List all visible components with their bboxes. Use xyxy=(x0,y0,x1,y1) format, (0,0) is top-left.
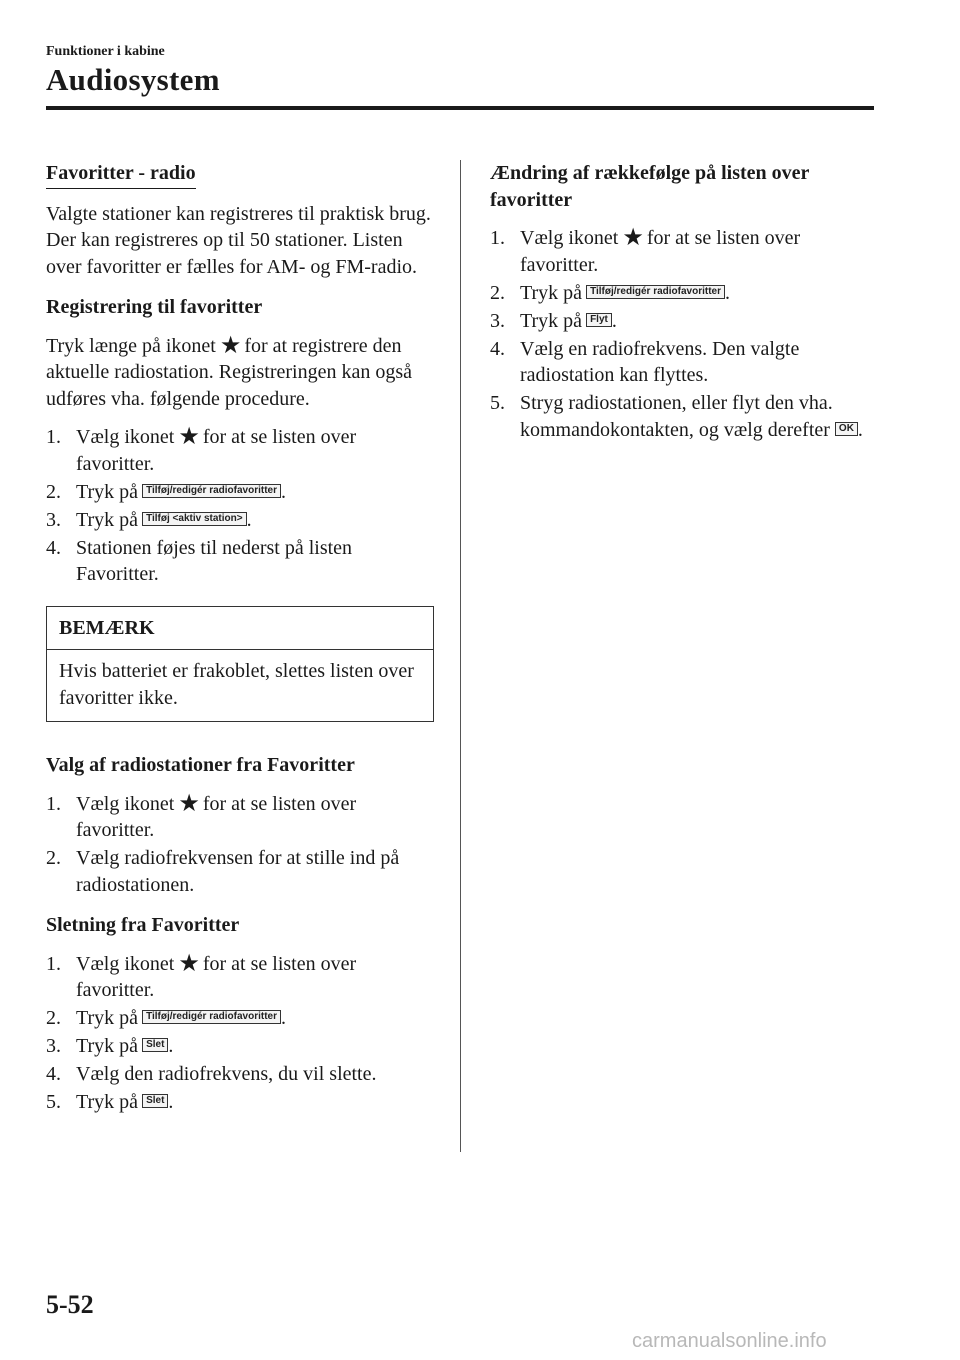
step-text: for at se listen over favoritter. xyxy=(76,426,357,475)
step-text: . xyxy=(281,480,287,503)
list-item xyxy=(46,507,434,534)
register-text-before: Tryk længe på ikonet xyxy=(46,334,216,357)
step-text: . xyxy=(246,508,252,531)
step-text: Tryk på xyxy=(76,480,139,503)
watermark: carmanualsonline.info xyxy=(632,1330,827,1352)
step-text: for at se listen over favoritter. xyxy=(76,792,357,841)
list-item xyxy=(46,1061,434,1088)
register-paragraph xyxy=(46,330,434,413)
star-icon: ★ xyxy=(178,422,200,450)
step-text: . xyxy=(725,281,731,304)
step-text: Tryk på xyxy=(520,309,583,332)
list-item xyxy=(46,845,434,898)
list-item xyxy=(46,788,434,844)
intro-paragraph: Valgte stationer kan registreres til praktisk brug. Der kan registreres op til 50 stationer. Listen over favoritter er fælles for AM- og FM-radio. xyxy=(46,202,431,278)
step-text: . xyxy=(281,1007,287,1029)
list-item xyxy=(46,948,434,1004)
list-item xyxy=(46,479,434,506)
step-number: 3. xyxy=(490,309,505,332)
step-number: 2. xyxy=(46,480,61,503)
reorder-heading: Ændring af rækkefølge på listen over favoritter xyxy=(490,162,810,211)
step-text: Vælg ikonet xyxy=(76,792,175,815)
delete-steps xyxy=(46,948,434,1116)
step-number: 2. xyxy=(46,847,61,869)
step-number: 3. xyxy=(46,1035,61,1057)
delete-button[interactable]: Slet xyxy=(142,1038,168,1052)
step-text: Stationen føjes til nederst på listen Favoritter. xyxy=(76,536,353,585)
step-text: Vælg den radiofrekvens, du vil slette. xyxy=(76,1063,377,1085)
right-column xyxy=(490,160,878,453)
star-icon: ★ xyxy=(178,948,200,977)
step-text: for at se listen over favoritter. xyxy=(76,952,357,1001)
step-text: Tryk på xyxy=(520,281,583,304)
step-number: 4. xyxy=(46,536,61,559)
step-number: 4. xyxy=(46,1063,61,1085)
step-text: Vælg ikonet xyxy=(76,952,175,975)
step-number: 4. xyxy=(490,337,505,360)
list-item xyxy=(490,280,878,307)
section-title: Favoritter - radio xyxy=(46,160,196,189)
add-edit-favorites-button[interactable]: Tilføj/redigér radiofavoritter xyxy=(586,285,725,299)
header-kicker: Funktioner i kabine xyxy=(46,44,165,59)
step-text: . xyxy=(611,309,617,332)
add-edit-favorites-button[interactable]: Tilføj/redigér radiofavoritter xyxy=(142,484,281,498)
step-text: Vælg ikonet xyxy=(520,227,619,249)
step-text: . xyxy=(168,1035,174,1057)
delete-heading: Sletning fra Favoritter xyxy=(46,914,240,936)
step-text: Vælg ikonet xyxy=(76,426,175,448)
list-item xyxy=(490,225,878,278)
column-divider xyxy=(460,160,461,1152)
list-item xyxy=(46,1005,434,1032)
register-text-after: for at registrere den aktuelle radiostation. Registreringen kan også udføres vha. følgende procedure. xyxy=(46,334,413,410)
step-text: Tryk på xyxy=(76,1007,139,1029)
note-body: Hvis batteriet er frakoblet, slettes listen over favoritter ikke. xyxy=(59,660,414,709)
note-box xyxy=(46,606,434,723)
list-item xyxy=(490,336,878,389)
step-number: 2. xyxy=(46,1007,61,1029)
ok-button[interactable]: OK xyxy=(835,422,858,436)
register-steps xyxy=(46,424,434,588)
delete-button[interactable]: Slet xyxy=(142,1094,168,1108)
move-button[interactable]: Flyt xyxy=(586,313,612,327)
step-number: 1. xyxy=(490,227,505,249)
reorder-steps xyxy=(490,225,878,443)
select-steps xyxy=(46,788,434,899)
star-icon: ★ xyxy=(219,330,242,359)
step-text: Stryg radiostationen, eller flyt den vha. kommandokontakten, og vælg derefter xyxy=(520,392,833,441)
add-active-station-button[interactable]: Tilføj <aktiv station> xyxy=(142,512,247,526)
step-text: . xyxy=(168,1091,174,1113)
step-number: 5. xyxy=(46,1091,61,1113)
list-item xyxy=(46,535,434,588)
select-heading: Valg af radiostationer fra Favoritter xyxy=(46,754,355,776)
step-number: 2. xyxy=(490,281,505,304)
step-text: . xyxy=(857,418,863,441)
step-text: Tryk på xyxy=(76,508,139,531)
list-item xyxy=(490,390,878,443)
list-item xyxy=(46,1033,434,1060)
header-rule xyxy=(46,106,874,110)
page-number: 5-52 xyxy=(46,1290,94,1319)
note-title: BEMÆRK xyxy=(47,607,433,651)
step-number: 5. xyxy=(490,392,505,414)
page-title: Audiosystem xyxy=(46,62,220,97)
step-number: 1. xyxy=(46,952,61,975)
star-icon: ★ xyxy=(178,788,200,817)
left-column xyxy=(46,160,434,1126)
step-number: 1. xyxy=(46,426,61,448)
list-item xyxy=(46,424,434,477)
add-edit-favorites-button[interactable]: Tilføj/redigér radiofavoritter xyxy=(142,1010,281,1024)
star-icon: ★ xyxy=(622,223,644,251)
step-number: 3. xyxy=(46,508,61,531)
step-number: 1. xyxy=(46,792,61,815)
step-text: for at se listen over favoritter. xyxy=(520,227,801,276)
register-heading: Registrering til favoritter xyxy=(46,296,263,318)
list-item xyxy=(46,1089,434,1116)
step-text: Vælg radiofrekvensen for at stille ind på radiostationen. xyxy=(76,847,400,896)
step-text: Tryk på xyxy=(76,1091,139,1113)
list-item xyxy=(490,308,878,335)
step-text: Vælg en radiofrekvens. Den valgte radiostation kan flyttes. xyxy=(520,337,800,386)
step-text: Tryk på xyxy=(76,1035,139,1057)
